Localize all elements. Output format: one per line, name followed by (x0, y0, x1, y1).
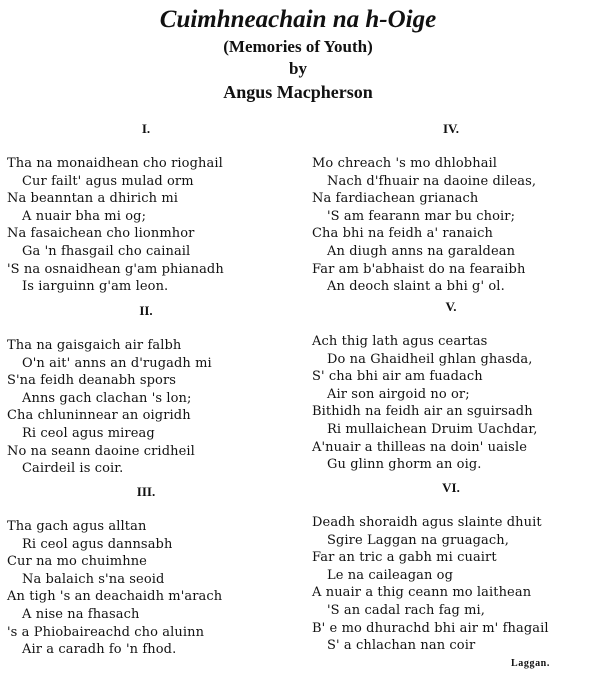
verse-line: Na fardiachean grianach (312, 191, 479, 207)
stanza-1 (7, 121, 297, 296)
verse-line: Ga 'n fhasgail cho cainail (22, 243, 191, 259)
verse-line: Na beanntan a dhirich mi (7, 191, 179, 207)
verse-line: S' a chlachan nan coir (327, 638, 476, 654)
stanza-2 (7, 303, 297, 478)
stanza-6 (312, 480, 596, 655)
verse-line: 'S am fearann mar bu choir; (327, 208, 516, 224)
verse-line: An tigh 's an deachaidh m'arach (7, 589, 223, 605)
verse-line: An diugh anns na garaldean (327, 243, 516, 259)
verse-line: Cur na mo chuimhne (7, 554, 147, 570)
verse-line: Nach d'fhuair na daoine dileas, (327, 173, 537, 189)
stanza-3 (7, 484, 297, 659)
author-name: Angus Macpherson (223, 82, 373, 102)
verse-line: S'na feidh deanabh spors (7, 373, 177, 389)
verse-line: Tha na monaidhean cho rioghail (7, 156, 223, 171)
stanza-number: II. (139, 303, 153, 318)
verse-line: O'n ait' anns an d'rugadh mi (22, 355, 212, 371)
verse-line: Cairdeil is coir. (22, 461, 124, 477)
verse-line: Gu glinn ghorm an oig. (327, 457, 482, 473)
verse-line: Ri ceol agus mireag (22, 425, 155, 441)
verse-line: A nise na fhasach (22, 606, 140, 622)
verse-line: A'nuair a thilleas na doin' uaisle (312, 439, 528, 455)
verse-line: S' cha bhi air am fuadach (312, 369, 483, 385)
stanza-number: IV. (442, 121, 460, 136)
verse-line: 's a Phiobaireachd cho aluinn (7, 624, 205, 640)
verse-line: A nuair bha mi og; (22, 208, 147, 224)
verse-line: Ri mullaichean Druim Uachdar, (327, 421, 538, 437)
signature: Laggan. (511, 658, 550, 669)
stanza-5 (312, 299, 596, 474)
verse-line: Ach thig lath agus ceartas (312, 334, 488, 349)
verse-line: Far am b'abhaist do na fearaibh (312, 261, 526, 277)
verse-line: Bithidh na feidh air an sguirsadh (312, 404, 533, 420)
verse-line: Deadh shoraidh agus slainte dhuit (312, 515, 542, 530)
verse-line: B' e mo dhurachd bhi air m' fhagail (312, 620, 549, 636)
verse-line: Cha bhi na feidh a' ranaich (312, 226, 493, 242)
verse-line: A nuair a thig ceann mo laithean (312, 585, 532, 601)
stanza-number: III. (136, 484, 156, 499)
stanza-number: VI. (442, 480, 460, 495)
verse-line: Air son airgoid no or; (327, 386, 470, 402)
stanza-number: V. (445, 299, 457, 314)
stanza-number: I. (141, 121, 151, 136)
stanza-4 (312, 121, 596, 296)
byline-word: by (289, 59, 307, 78)
verse-line: Is iarguinn g'am leon. (22, 279, 169, 295)
verse-line: Anns gach clachan 's lon; (22, 390, 192, 406)
verse-line: Sgire Laggan na gruagach, (327, 532, 509, 548)
verse-line: Le na caileagan og (327, 567, 454, 583)
verse-line: An deoch slaint a bhi g' ol. (327, 279, 505, 295)
verse-line: Cha chluninnear an oigridh (7, 408, 191, 424)
verse-line: Na balaich s'na seoid (22, 571, 165, 587)
poem-subtitle: (Memories of Youth) (223, 37, 373, 56)
verse-line: Tha na gaisgaich air falbh (7, 338, 182, 353)
verse-line: Air a caradh fo 'n fhod. (22, 642, 177, 658)
verse-line: No na seann daoine cridheil (7, 443, 195, 459)
verse-line: 'S na osnaidhean g'am phianadh (7, 261, 224, 277)
verse-line: Na fasaichean cho lionmhor (7, 226, 195, 242)
verse-line: Cur failt' agus mulad orm (22, 173, 194, 189)
verse-line: Tha gach agus alltan (7, 519, 147, 534)
verse-line: Ri ceol agus dannsabh (22, 536, 173, 552)
verse-line: Far an tric a gabh mi cuairt (312, 550, 497, 566)
verse-line: 'S an cadal rach fag mi, (327, 602, 486, 618)
verse-line: Mo chreach 's mo dhlobhail (312, 156, 498, 171)
poem-title: Cuimhneachain na h-Oige (159, 6, 437, 33)
verse-line: Do na Ghaidheil ghlan ghasda, (327, 351, 533, 367)
